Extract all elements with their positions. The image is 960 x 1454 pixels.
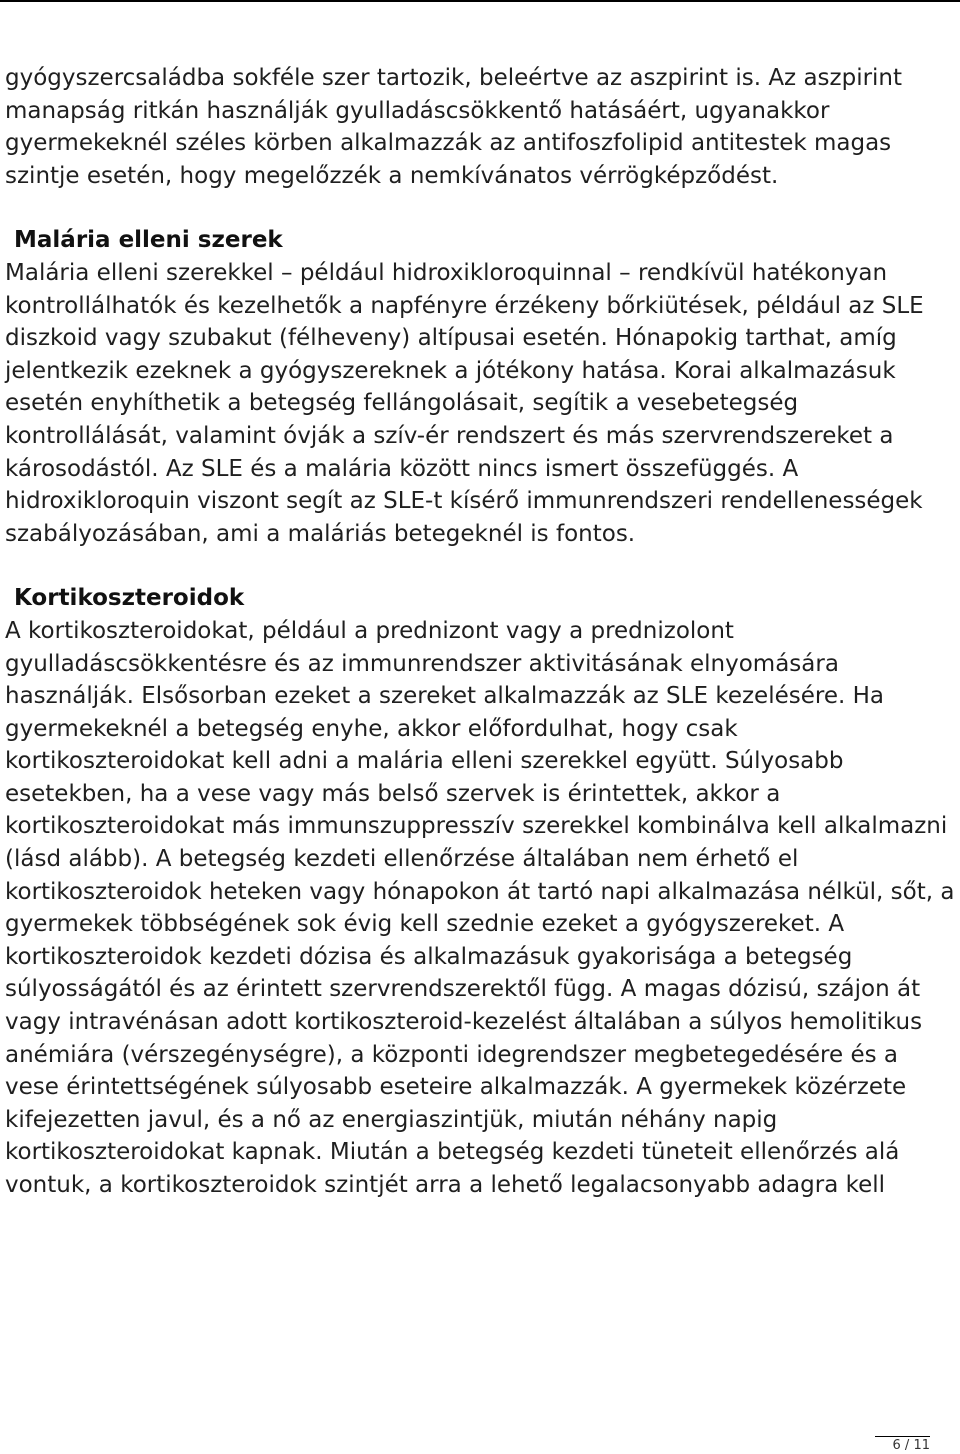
section-body-malaria: Malária elleni szerekkel – például hidroxikloroquinnal – rendkívül hatékonyan kontrollálhatók és kezelhetők a napfényre érzékeny bőrkiütések, például az SLE diszkoid vagy szubakut (félheveny) altípusai esetén. Hónapokig tarthat, amíg jelentkezik ezeknek a gyógyszereknek a jótékony hatása. Korai alkalmazásuk esetén enyhíthetik a betegség fellángolásait, segítik a vesebetegség kontrollálását, valamint óvják a szív-ér rendszert és más szervrendszereket a károsodástól. Az SLE és a malária között nincs ismert összefüggés. A hidroxikloroquin viszont segít az SLE-t kísérő immunrendszeri rendellenességek szabályozásában, ami a maláriás betegeknél is fontos.	[5, 259, 924, 547]
document-body	[5, 62, 957, 1202]
page-number: 6 / 11	[892, 1438, 930, 1453]
section-malaria	[5, 224, 957, 550]
footer-rule	[875, 1436, 930, 1437]
intro-paragraph: gyógyszercsaládba sokféle szer tartozik, beleértve az aszpirint is. Az aszpirint manapság ritkán használják gyulladáscsökkentő hatásáért, ugyanakkor gyermekeknél széles körben alkalmazzák az antifoszfolipid antitestek magas szintje esetén, hogy megelőzzék a nemkívánatos vérrögképződést.	[5, 65, 903, 189]
section-heading-malaria: Malária elleni szerek	[14, 227, 283, 254]
section-body-kortikoszteroidok: A kortikoszteroidokat, például a prednizont vagy a prednizolont gyulladáscsökkentésre és az immunrendszer aktivitásának elnyomására használják. Elsősorban ezeket a szereket alkalmazzák az SLE kezelésére. Ha gyermekeknél a betegség enyhe, akkor előfordulhat, hogy csak kortikoszteroidokat kell adni a malária elleni szerekkel együtt. Súlyosabb esetekben, ha a vese vagy más belső szervek is érintettek, akkor a kortikoszteroidokat más immunszuppresszív szerekkel kombinálva kell alkalmazni (lásd alább). A betegség kezdeti ellenőrzése általában nem érhető el kortikoszteroidok heteken vagy hónapokon át tartó napi alkalmazása nélkül, sőt, a gyermekek többségének sok évig kell szednie ezeket a gyógyszereket. A kortikoszteroidok kezdeti dózisa és alkalmazásuk gyakorisága a betegség súlyosságától és az érintett szervrendszerektől függ. A magas dózisú, szájon át vagy intravénásan adott kortikoszteroid-kezelést általában a súlyos hemolitikus anémiára (vérszegénységre), a központi idegrendszer megbetegedésére és a vese érintettségének súlyosabb eseteire alkalmazzák. A gyermekek közérzete kifejezetten javul, és a nő az energiaszintjük, miután néhány napig kortikoszteroidokat kapnak. Miután a betegség kezdeti tüneteit ellenőrzés alá vontuk, a kortikoszteroidok szintjét arra a lehető legalacsonyabb adagra kell	[5, 617, 955, 1198]
section-kortikoszteroidok	[5, 582, 957, 1201]
top-rule	[0, 0, 960, 2]
section-heading-kortikoszteroidok: Kortikoszteroidok	[14, 585, 245, 612]
